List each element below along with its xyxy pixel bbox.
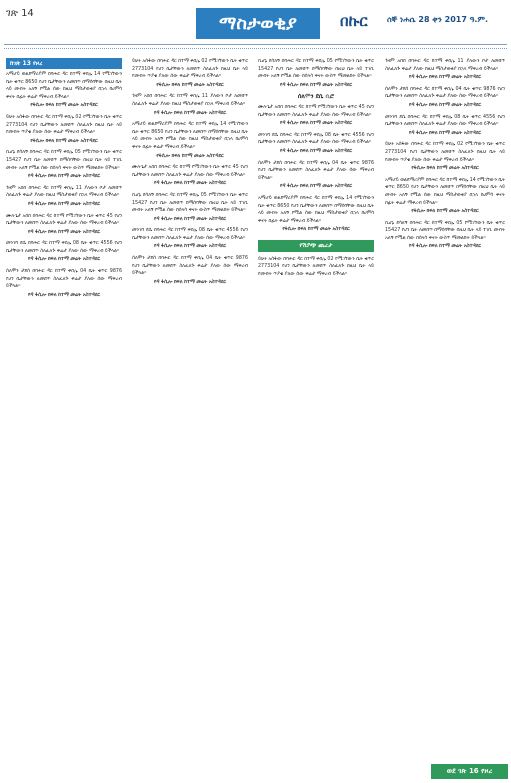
notice: ሰለሞን ታደሰ በባሕር ዳር ከተማ ቀበሌ 04 ቤት ቁጥር 9876 የሆነ ቤታቸውን ለመሸጥ ስለፈለጉ ቅሬታ ያለው ሰው ማቅረብ ይችላል። የዳ ፋሲሎ ክፍለ ከተማ መሬት አስተዳደር — [6, 269, 122, 298]
newspaper-name: በኩር — [340, 12, 368, 30]
notice: ቢሆኔ ደሳለኝ በባሕር ዳር ከተማ ቀበሌ 05 የሚገኘውን ቤት ቁጥር 15427 የሆነ ቤት ለመሸጥ በማሰባቸው በዚህ ቤት ላይ ተገቢ መብት አለኝ የሚል ሰው በሰላሳ ቀናት ውስጥ ማመልከት ይችላል። የዳ ፋሲሎ ክፍለ ከተማ መሬት አስተዳደር — [132, 192, 248, 222]
column-3 — [258, 58, 374, 775]
page-number: ገጽ 14 — [6, 8, 34, 19]
notice: ይሁኑ አሰፋው በባሕር ዳር ከተማ ቀበሌ 02 የሚገኘውን ቤት ቁጥር 2773104 የሆነ ቤታቸውን ለመሸጥ ስለፈለጉ በዚህ ቤት ላይ የመብት ጥያቄ ያለው ሰው ቅሬታ ማቅረብ ይችላል። — [258, 256, 374, 278]
column-4 — [385, 58, 505, 775]
masthead — [0, 0, 511, 54]
notice: መንገሻ ደሴ በባሕር ዳር ከተማ ቀበሌ 08 ቤት ቁጥር 4556 የሆነ ቤታቸውን ለመሸጥ ስለፈለጉ ቅሬታ ያለው ሰው ማቅረብ ይችላል። የዳ ፋሲሎ ክፍለ ከተማ መሬት አስተዳደር — [385, 114, 505, 136]
notice: አማሆይ ወልደማሪያም በባሕር ዳር ከተማ ቀበሌ 14 የሚገኘውን ቤት ቁጥር 8650 የሆነ ቤታቸውን ለመሸጥ በማሰባቸው በዚህ ቤት ላይ መብት አለኝ የሚል ሰው ከዚህ ማስታወቂያ በኋላ ከሀምሳ ቀናት በፊት ቅሬታ ማቅረብ ይችላል። የፋሲሎ ክፍለ ከተማ መሬት አስተዳደር — [385, 177, 505, 215]
notice: ሰለሞን ታደሰ በባሕር ዳር ከተማ ቀበሌ 04 ቤት ቁጥር 9876 የሆነ ቤታቸውን ለመሸጥ ስለፈለጉ ቅሬታ ያለው ሰው ማቅረብ ይችላል። የዳ ፋሲሎ ክፍለ ከተማ መሬት አስተዳደር — [258, 160, 374, 190]
section-title: ማስታወቂያ — [196, 8, 320, 39]
auction-heading: የሽያጭ ጨረታ — [258, 240, 374, 252]
notice: ጎዛም አበበ በባሕር ዳር ከተማ ቀበሌ 11 ያለውን ቦታ ለመሸጥ ስለፈለጉ ቅሬታ ያለው ከዚህ ማስታወቂያ በኋላ ማቅረብ ይችላል። የዳ ፋሲሎ ክፍለ ከተማ መሬት አስተዳደር — [385, 59, 505, 81]
notice: ሙሉጌታ አበበ በባሕር ዳር ከተማ የሚገኘውን ቤት ቁጥር 45 የሆነ ቤታቸውን ለመሸጥ ስለፈለጉ ቅሬታ ያለው ሰው ማቅረብ ይችላል። የዳ ፋሲሎ ክፍለ ከተማ መሬት አስተዳደር — [258, 104, 374, 127]
notice: ይሁኑ አሰፋው በባሕር ዳር ከተማ ቀበሌ 02 የሚገኘውን ቤት ቁጥር 2773104 የሆነ ቤታቸውን ለመሸጥ ስለፈለጉ በዚህ ቤት ላይ የመብት ጥያቄ ያለው ሰው ቅሬታ ማቅረብ ይችላል። የፋሲሎ ክፍለ ከተማ መሬት አስተዳደር — [6, 114, 122, 144]
notice: ሙሉጌታ አበበ በባሕር ዳር ከተማ የሚገኘውን ቤት ቁጥር 45 የሆነ ቤታቸውን ለመሸጥ ስለፈለጉ ቅሬታ ያለው ሰው ማቅረብ ይችላል። የዳ ፋሲሎ ክፍለ ከተማ መሬት አስተዳደር — [6, 213, 122, 235]
notice: ቢሆኔ ደሳለኝ በባሕር ዳር ከተማ ቀበሌ 05 የሚገኘውን ቤት ቁጥር 15427 የሆነ ቤት ለመሸጥ በማሰባቸው በዚህ ቤት ላይ ተገቢ መብት አለኝ የሚል ሰው በሰላሳ ቀናት ውስጥ ማመልከት ይችላል። የዳ ፋሲሎ ክፍለ ከተማ መሬት አስተዳደር — [385, 220, 505, 250]
notice: ይሁኑ አሰፋው በባሕር ዳር ከተማ ቀበሌ 02 የሚገኘውን ቤት ቁጥር 2773104 የሆነ ቤታቸውን ለመሸጥ ስለፈለጉ በዚህ ቤት ላይ የመብት ጥያቄ ያለው ሰው ቅሬታ ማቅረብ ይችላል። የፋሲሎ ክፍለ ከተማ መሬት አስተዳደር — [132, 59, 248, 88]
notice: ይሁኑ አሰፋው በባሕር ዳር ከተማ ቀበሌ 02 የሚገኘውን ቤት ቁጥር 2773104 የሆነ ቤታቸውን ለመሸጥ ስለፈለጉ በዚህ ቤት ላይ የመብት ጥያቄ ያለው ሰው ቅሬታ ማቅረብ ይችላል። የፋሲሎ ክፍለ ከተማ መሬት አስተዳደር — [385, 142, 505, 172]
notice: ቢሆኔ ደሳለኝ በባሕር ዳር ከተማ ቀበሌ 05 የሚገኘውን ቤት ቁጥር 15427 የሆነ ቤት ለመሸጥ በማሰባቸው በዚህ ቤት ላይ ተገቢ መብት አለኝ የሚል ሰው በሰላሳ ቀናት ውስጥ ማመልከት ይችላል። የዳ ፋሲሎ ክፍለ ከተማ መሬት አስተዳደር — [258, 59, 374, 88]
continued-on-tag: ወደ ገጽ 16 የዞረ — [431, 764, 508, 779]
notice-heading: ሰለሞን ደሴ ቢሮ — [297, 93, 335, 101]
notice: ሰለሞን ታደሰ በባሕር ዳር ከተማ ቀበሌ 04 ቤት ቁጥር 9876 የሆነ ቤታቸውን ለመሸጥ ስለፈለጉ ቅሬታ ያለው ሰው ማቅረብ ይችላል። የዳ ፋሲሎ ክፍለ ከተማ መሬት አስተዳደር — [132, 256, 248, 285]
notice: አማሆይ ወልደማሪያም በባሕር ዳር ከተማ ቀበሌ 14 የሚገኘውን ቤት ቁጥር 8650 የሆነ ቤታቸውን ለመሸጥ በማሰባቸው በዚህ ቤት ላይ መብት አለኝ የሚል ሰው ከዚህ ማስታወቂያ በኋላ ከሀምሳ ቀናት በፊት ቅሬታ ማቅረብ ይችላል። የፋሲሎ ክፍለ ከተማ መሬት አስተዳደር — [6, 72, 122, 109]
notice: ቢሆኔ ደሳለኝ በባሕር ዳር ከተማ ቀበሌ 05 የሚገኘውን ቤት ቁጥር 15427 የሆነ ቤት ለመሸጥ በማሰባቸው በዚህ ቤት ላይ ተገቢ መብት አለኝ የሚል ሰው በሰላሳ ቀናት ውስጥ ማመልከት ይችላል። የዳ ፋሲሎ ክፍለ ከተማ መሬት አስተዳደር — [6, 150, 122, 180]
continued-from-tag: ከገጽ 13 የዞረ — [6, 58, 122, 69]
issue-date: ሰኞ ነሐሴ 28 ቀን 2017 ዓ.ም. — [387, 15, 488, 24]
notice: መንገሻ ደሴ በባሕር ዳር ከተማ ቀበሌ 08 ቤት ቁጥር 4556 የሆነ ቤታቸውን ለመሸጥ ስለፈለጉ ቅሬታ ያለው ሰው ማቅረብ ይችላል። የዳ ፋሲሎ ክፍለ ከተማ መሬት አስተዳደር — [258, 132, 374, 154]
notice: ጎዛም አበበ በባሕር ዳር ከተማ ቀበሌ 11 ያለውን ቦታ ለመሸጥ ስለፈለጉ ቅሬታ ያለው ከዚህ ማስታወቂያ በኋላ ማቅረብ ይችላል። የዳ ፋሲሎ ክፍለ ከተማ መሬት አስተዳደር — [6, 185, 122, 207]
header-rule — [4, 44, 507, 45]
header-dotted-rule — [4, 48, 507, 49]
column-2 — [132, 58, 248, 775]
notice: ጎዛም አበበ በባሕር ዳር ከተማ ቀበሌ 11 ያለውን ቦታ ለመሸጥ ስለፈለጉ ቅሬታ ያለው ከዚህ ማስታወቂያ በኋላ ማቅረብ ይችላል። የዳ ፋሲሎ ክፍለ ከተማ መሬት አስተዳደር — [132, 94, 248, 116]
column-1 — [6, 58, 122, 775]
notice: አማሆይ ወልደማሪያም በባሕር ዳር ከተማ ቀበሌ 14 የሚገኘውን ቤት ቁጥር 8650 የሆነ ቤታቸውን ለመሸጥ በማሰባቸው በዚህ ቤት ላይ መብት አለኝ የሚል ሰው ከዚህ ማስታወቂያ በኋላ ከሀምሳ ቀናት በፊት ቅሬታ ማቅረብ ይችላል። የፋሲሎ ክፍለ ከተማ መሬት አስተዳደር — [132, 122, 248, 159]
notice: ሙሉጌታ አበበ በባሕር ዳር ከተማ የሚገኘውን ቤት ቁጥር 45 የሆነ ቤታቸውን ለመሸጥ ስለፈለጉ ቅሬታ ያለው ሰው ማቅረብ ይችላል። የዳ ፋሲሎ ክፍለ ከተማ መሬት አስተዳደር — [132, 165, 248, 187]
notice: አማሆይ ወልደማሪያም በባሕር ዳር ከተማ ቀበሌ 14 የሚገኘውን ቤት ቁጥር 8650 የሆነ ቤታቸውን ለመሸጥ በማሰባቸው በዚህ ቤት ላይ መብት አለኝ የሚል ሰው ከዚህ ማስታወቂያ በኋላ ከሀምሳ ቀናት በፊት ቅሬታ ማቅረብ ይችላል። የፋሲሎ ክፍለ ከተማ መሬት አስተዳደር — [258, 195, 374, 233]
notice: መንገሻ ደሴ በባሕር ዳር ከተማ ቀበሌ 08 ቤት ቁጥር 4556 የሆነ ቤታቸውን ለመሸጥ ስለፈለጉ ቅሬታ ያለው ሰው ማቅረብ ይችላል። የዳ ፋሲሎ ክፍለ ከተማ መሬት አስተዳደር — [6, 241, 122, 263]
notice: ሰለሞን ታደሰ በባሕር ዳር ከተማ ቀበሌ 04 ቤት ቁጥር 9876 የሆነ ቤታቸውን ለመሸጥ ስለፈለጉ ቅሬታ ያለው ሰው ማቅረብ ይችላል። የዳ ፋሲሎ ክፍለ ከተማ መሬት አስተዳደር — [385, 86, 505, 108]
notice: መንገሻ ደሴ በባሕር ዳር ከተማ ቀበሌ 08 ቤት ቁጥር 4556 የሆነ ቤታቸውን ለመሸጥ ስለፈለጉ ቅሬታ ያለው ሰው ማቅረብ ይችላል። የዳ ፋሲሎ ክፍለ ከተማ መሬት አስተዳደር — [132, 228, 248, 250]
